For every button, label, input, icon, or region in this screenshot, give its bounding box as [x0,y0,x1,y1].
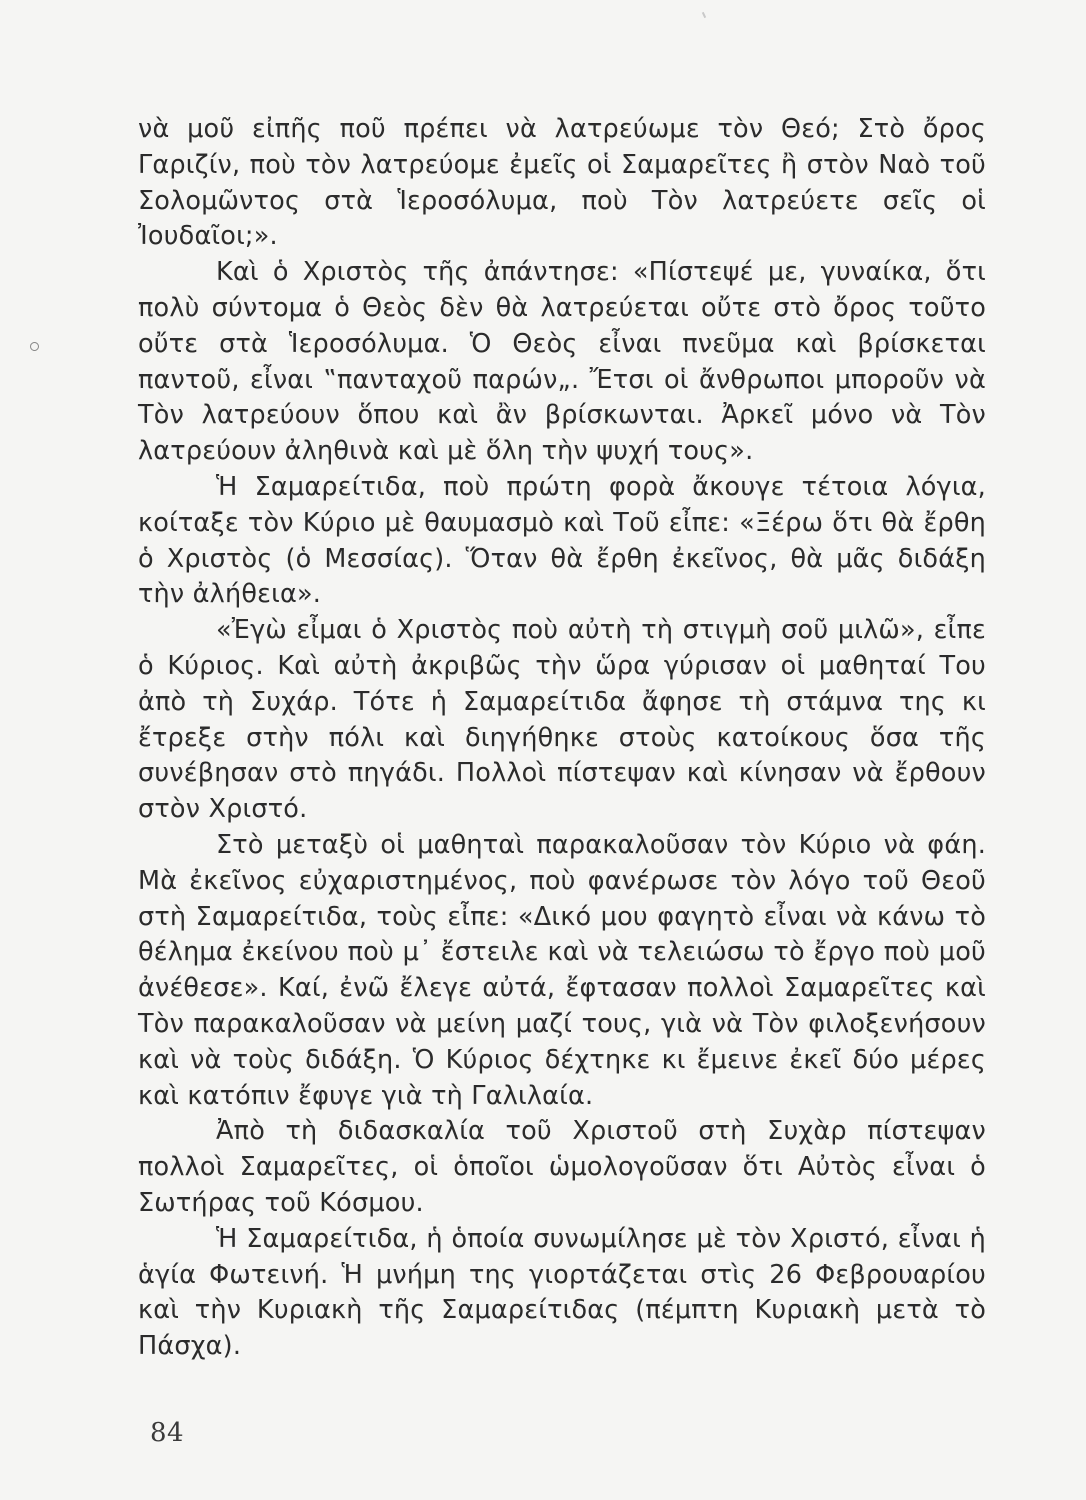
paragraph: «Ἐγὼ εἶμαι ὁ Χριστὸς ποὺ αὐτὴ τὴ στιγμὴ σοῦ μιλῶ», εἶπε ὁ Κύριος. Καὶ αὐτὴ ἀκριβῶς τὴν ὥρα γύρισαν οἱ μαθηταί Του ἀπὸ τὴ Συχάρ. Τότε ἡ Σαμαρείτιδα ἄφησε τὴ στάμνα της κι ἔτρεξε στὴν πόλι καὶ διηγήθηκε στοὺς κατοίκους ὅσα τῆς συνέβησαν στὸ πηγάδι. Πολλοὶ πίστεψαν καὶ κίνησαν νὰ ἔρθουν στὸν Χριστό. [138,615,986,825]
scan-speck [702,12,706,18]
paragraph: Στὸ μεταξὺ οἱ μαθηταὶ παρακαλοῦσαν τὸν Κύριο νὰ φάη. Μὰ ἐκεῖνος εὐχαριστημένος, ποὺ φανέρωσε τὸν λόγο τοῦ Θεοῦ στὴ Σαμαρείτιδα, τοὺς εἶπε: «Δικό μου φαγητὸ εἶναι νὰ κάνω τὸ θέλημα ἐκείνου ποὺ μ᾿ ἔστειλε καὶ νὰ τελειώσω τὸ ἔργο ποὺ μοῦ ἀνέθεσε». Καί, ἐνῶ ἔλεγε αὐτά, ἔφτασαν πολλοὶ Σαμαρεῖτες καὶ Τὸν παρακαλοῦσαν νὰ μείνη μαζί τους, γιὰ νὰ Τὸν φιλοξενήσουν καὶ νὰ τοὺς διδάξη. Ὁ Κύριος δέχτηκε κι ἔμεινε ἐκεῖ δύο μέρες καὶ κατόπιν ἔφυγε γιὰ τὴ Γαλιλαία. [138,829,986,1111]
paragraph: Καὶ ὁ Χριστὸς τῆς ἀπάντησε: «Πίστεψέ με, γυναίκα, ὅτι πολὺ σύντομα ὁ Θεὸς δὲν θὰ λατρεύεται οὔτε στὸ ὄρος τοῦτο οὔτε στὰ Ἱεροσόλυμα. Ὁ Θεὸς εἶναι πνεῦμα καὶ βρίσκεται παντοῦ, εἶναι ‟πανταχοῦ παρών„. Ἔτσι οἱ ἄνθρωποι μποροῦν νὰ Τὸν λατρεύουν ὅπου καὶ ἂν βρίσκωνται. Ἀρκεῖ μόνο νὰ Τὸν λατρεύουν ἀληθινὰ καὶ μὲ ὅλη τὴν ψυχή τους». [138,257,986,467]
paragraph: νὰ μοῦ εἰπῆς ποῦ πρέπει νὰ λατρεύωμε τὸν Θεό; Στὸ ὄρος Γαριζίν, ποὺ τὸν λατρεύομε ἐμεῖς οἱ Σαμαρεῖτες ἢ στὸν Ναὸ τοῦ Σολομῶντος στὰ Ἱεροσόλυμα, ποὺ Τὸν λατρεύετε σεῖς οἱ Ἰουδαῖοι;». [138,114,986,252]
margin-mark [28,340,40,352]
page-number: 84 [150,1418,185,1448]
body-text [138,112,986,1365]
paragraph: Ἀπὸ τὴ διδασκαλία τοῦ Χριστοῦ στὴ Συχὰρ πίστεψαν πολλοὶ Σαμαρεῖτες, οἱ ὁποῖοι ὡμολογοῦσαν ὅτι Αὐτὸς εἶναι ὁ Σωτήρας τοῦ Κόσμου. [138,1116,986,1218]
paragraph: Ἡ Σαμαρείτιδα, ἡ ὁποία συνωμίλησε μὲ τὸν Χριστό, εἶναι ἡ ἁγία Φωτεινή. Ἡ μνήμη της γιορτάζεται στὶς 26 Φεβρουαρίου καὶ τὴν Κυριακὴ τῆς Σαμαρείτιδας (πέμπτη Κυριακὴ μετὰ τὸ Πάσχα). [138,1223,986,1362]
paragraph: Ἡ Σαμαρείτιδα, ποὺ πρώτη φορὰ ἄκουγε τέτοια λόγια, κοίταξε τὸν Κύριο μὲ θαυμασμὸ καὶ Τοῦ εἶπε: «Ξέρω ὅτι θὰ ἔρθη ὁ Χριστὸς (ὁ Μεσσίας). Ὅταν θὰ ἔρθη ἐκεῖνος, θὰ μᾶς διδάξη τὴν ἀλήθεια». [138,471,986,610]
